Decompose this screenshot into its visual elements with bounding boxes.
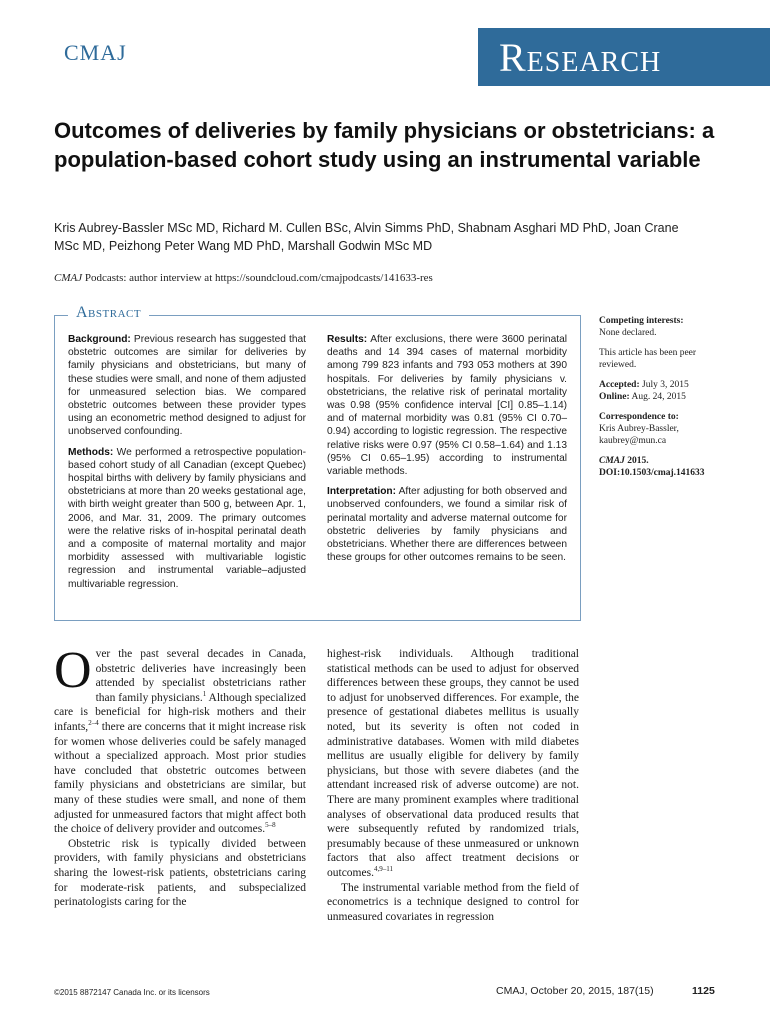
abstract-right-column (327, 333, 567, 571)
author-list: Kris Aubrey-Bassler MSc MD, Richard M. Cullen BSc, Alvin Simms PhD, Shabnam Asghari MD PhD, Joan Crane MSc MD, Peizhong Peter Wang MD PhD, Marshall Godwin MSc MD (54, 221, 679, 253)
journal-header (0, 0, 770, 100)
abstract-left-column (68, 333, 306, 598)
abstract-background: Background: Previous research has suggested that obstetric outcomes are similar for deliveries by family physicians and obstetricians, but many of these studies were small, and none of them adjusted for unmeasured selection bias. We compared obstetric outcomes between these provider types using an econometric method designed to adjust for unobserved confounding. (68, 334, 306, 438)
copyright-footer: ©2015 8872147 Canada Inc. or its licensors (54, 988, 210, 997)
article-sidebar (599, 315, 711, 487)
podcast-note (54, 272, 433, 284)
reference-marker[interactable]: 4,9–11 (373, 865, 393, 874)
body-paragraph: highest-risk individuals. Although traditional statistical methods can be used to adjust for observed differences between these groups, they cannot be used to adjust for unobserved differences. For example, the presence of gestational diabetes mellitus is usually noted, but its severity is often not coded in administrative databases. Women with mild diabetes mellitus are usually eligible for delivery by family physicians, but those with severe diabetes (and the attendant increased risk of adverse outcome) are not. There are many prominent examples where traditional analyses of observational data produced results that were subsequently refuted by randomized trials, presumably because of these unmeasured or unknown factors that also affect treatment decisions or outcomes.$^{4,9-11}$ (327, 648, 579, 879)
publication-dates: Accepted: July 3, 2015 Online: Aug. 24, 2015 (599, 380, 689, 402)
abstract-results: Results: After exclusions, there were 3600 perinatal deaths and 14 394 cases of maternal morbidity among 799 823 infants and 793 053 mothers at 390 hospitals. For deliveries by family physicians v. obstetricians, the relative risk of perinatal mortality was 0.98 (95% confidence interval [CI] 0.85–1.14) and of maternal morbidity was 0.81 (95% CI 0.70–0.94) according to logistic regression. The respective relative risks were 0.97 (95% CI 0.58–1.64) and 1.13 (95% CI 0.65–1.95) according to instrumental variable methods. (327, 334, 567, 478)
drop-cap: O (54, 642, 92, 699)
article-title: Outcomes of deliveries by family physicians or obstetricians: a population-based cohort study using an instrumental variable (54, 118, 715, 172)
body-paragraph: Obstetric risk is typically divided between providers, with family physicians and obstetricians sharing the lowest-risk patients, obstetricians caring for moderate-risk patients, and subspecialized perinatologists caring for the (54, 837, 306, 909)
reference-marker[interactable]: 1 (202, 689, 207, 698)
journal-citation-footer: CMAJ, October 20, 2015, 187(15) (496, 985, 654, 997)
journal-logo: CMAJ (64, 40, 127, 65)
correspondence-email[interactable]: kaubrey@mun.ca (599, 436, 667, 446)
competing-interests: Competing interests: None declared. (599, 316, 684, 338)
body-left-column (54, 642, 306, 910)
body-right-column (327, 647, 579, 924)
doi-citation: CMAJ 2015. DOI:10.1503/cmaj.141633 (599, 456, 705, 478)
abstract-interpretation: Interpretation: After adjusting for both observed and unobserved confounders, we found a similar risk of perinatal mortality and adverse maternal outcome for obstetric deliveries by family physicians and obstetricians. Whether there are differences between these groups for other outcomes remains to be seen. (327, 486, 567, 564)
body-paragraph: The instrumental variable method from the field of econometrics is a technique designed to control for unmeasured covariates in regression (327, 881, 579, 923)
page-number: 1125 (692, 985, 715, 997)
reference-marker[interactable]: 5–8 (265, 821, 276, 830)
reference-marker[interactable]: 2–4 (88, 719, 99, 728)
body-paragraph: Over the past several decades in Canada, obstetric deliveries have increasingly been attended by specialist obstetricians rather than family physicians.$^1$ Although specialized care is beneficial for high-risk mothers and their infants,$^{2-4}$ there are concerns that it might increase risk for women whose deliveries could be safely managed without a specialized approach. Most prior studies have concluded that obstetric outcomes between family physicians and obstetricians are similar, but many of these studies were small, and none of them adjusted for unmeasured factors that might affect both the choice of delivery provider and outcomes.$^{5-8}$ (54, 642, 306, 836)
abstract-methods: Methods: We performed a retrospective population-based cohort study of all Canadian (except Quebec) hospital births with delivery by family physicians and obstetricians at more than 20 weeks gestational age, with birth weight greater than 500 g, between Apr. 1, 2006, and Mar. 31, 2009. The primary outcomes were the relative risks of in-hospital perinatal death and a composite of maternal mortality and major morbidity assessed with multivariable logistic regression and instrumental variable–adjusted multivariable regression. (68, 446, 306, 590)
section-label: Research (499, 35, 662, 80)
peer-review-note: This article has been peer reviewed. (599, 348, 697, 370)
podcast-link[interactable]: Podcasts: author interview at https://soundcloud.com/cmajpodcasts/141633-res (82, 272, 433, 284)
abstract-heading: Abstract (68, 304, 149, 322)
podcast-journal: CMAJ (54, 272, 83, 284)
correspondence: Correspondence to: Kris Aubrey-Bassler, kaubrey@mun.ca (599, 412, 679, 446)
